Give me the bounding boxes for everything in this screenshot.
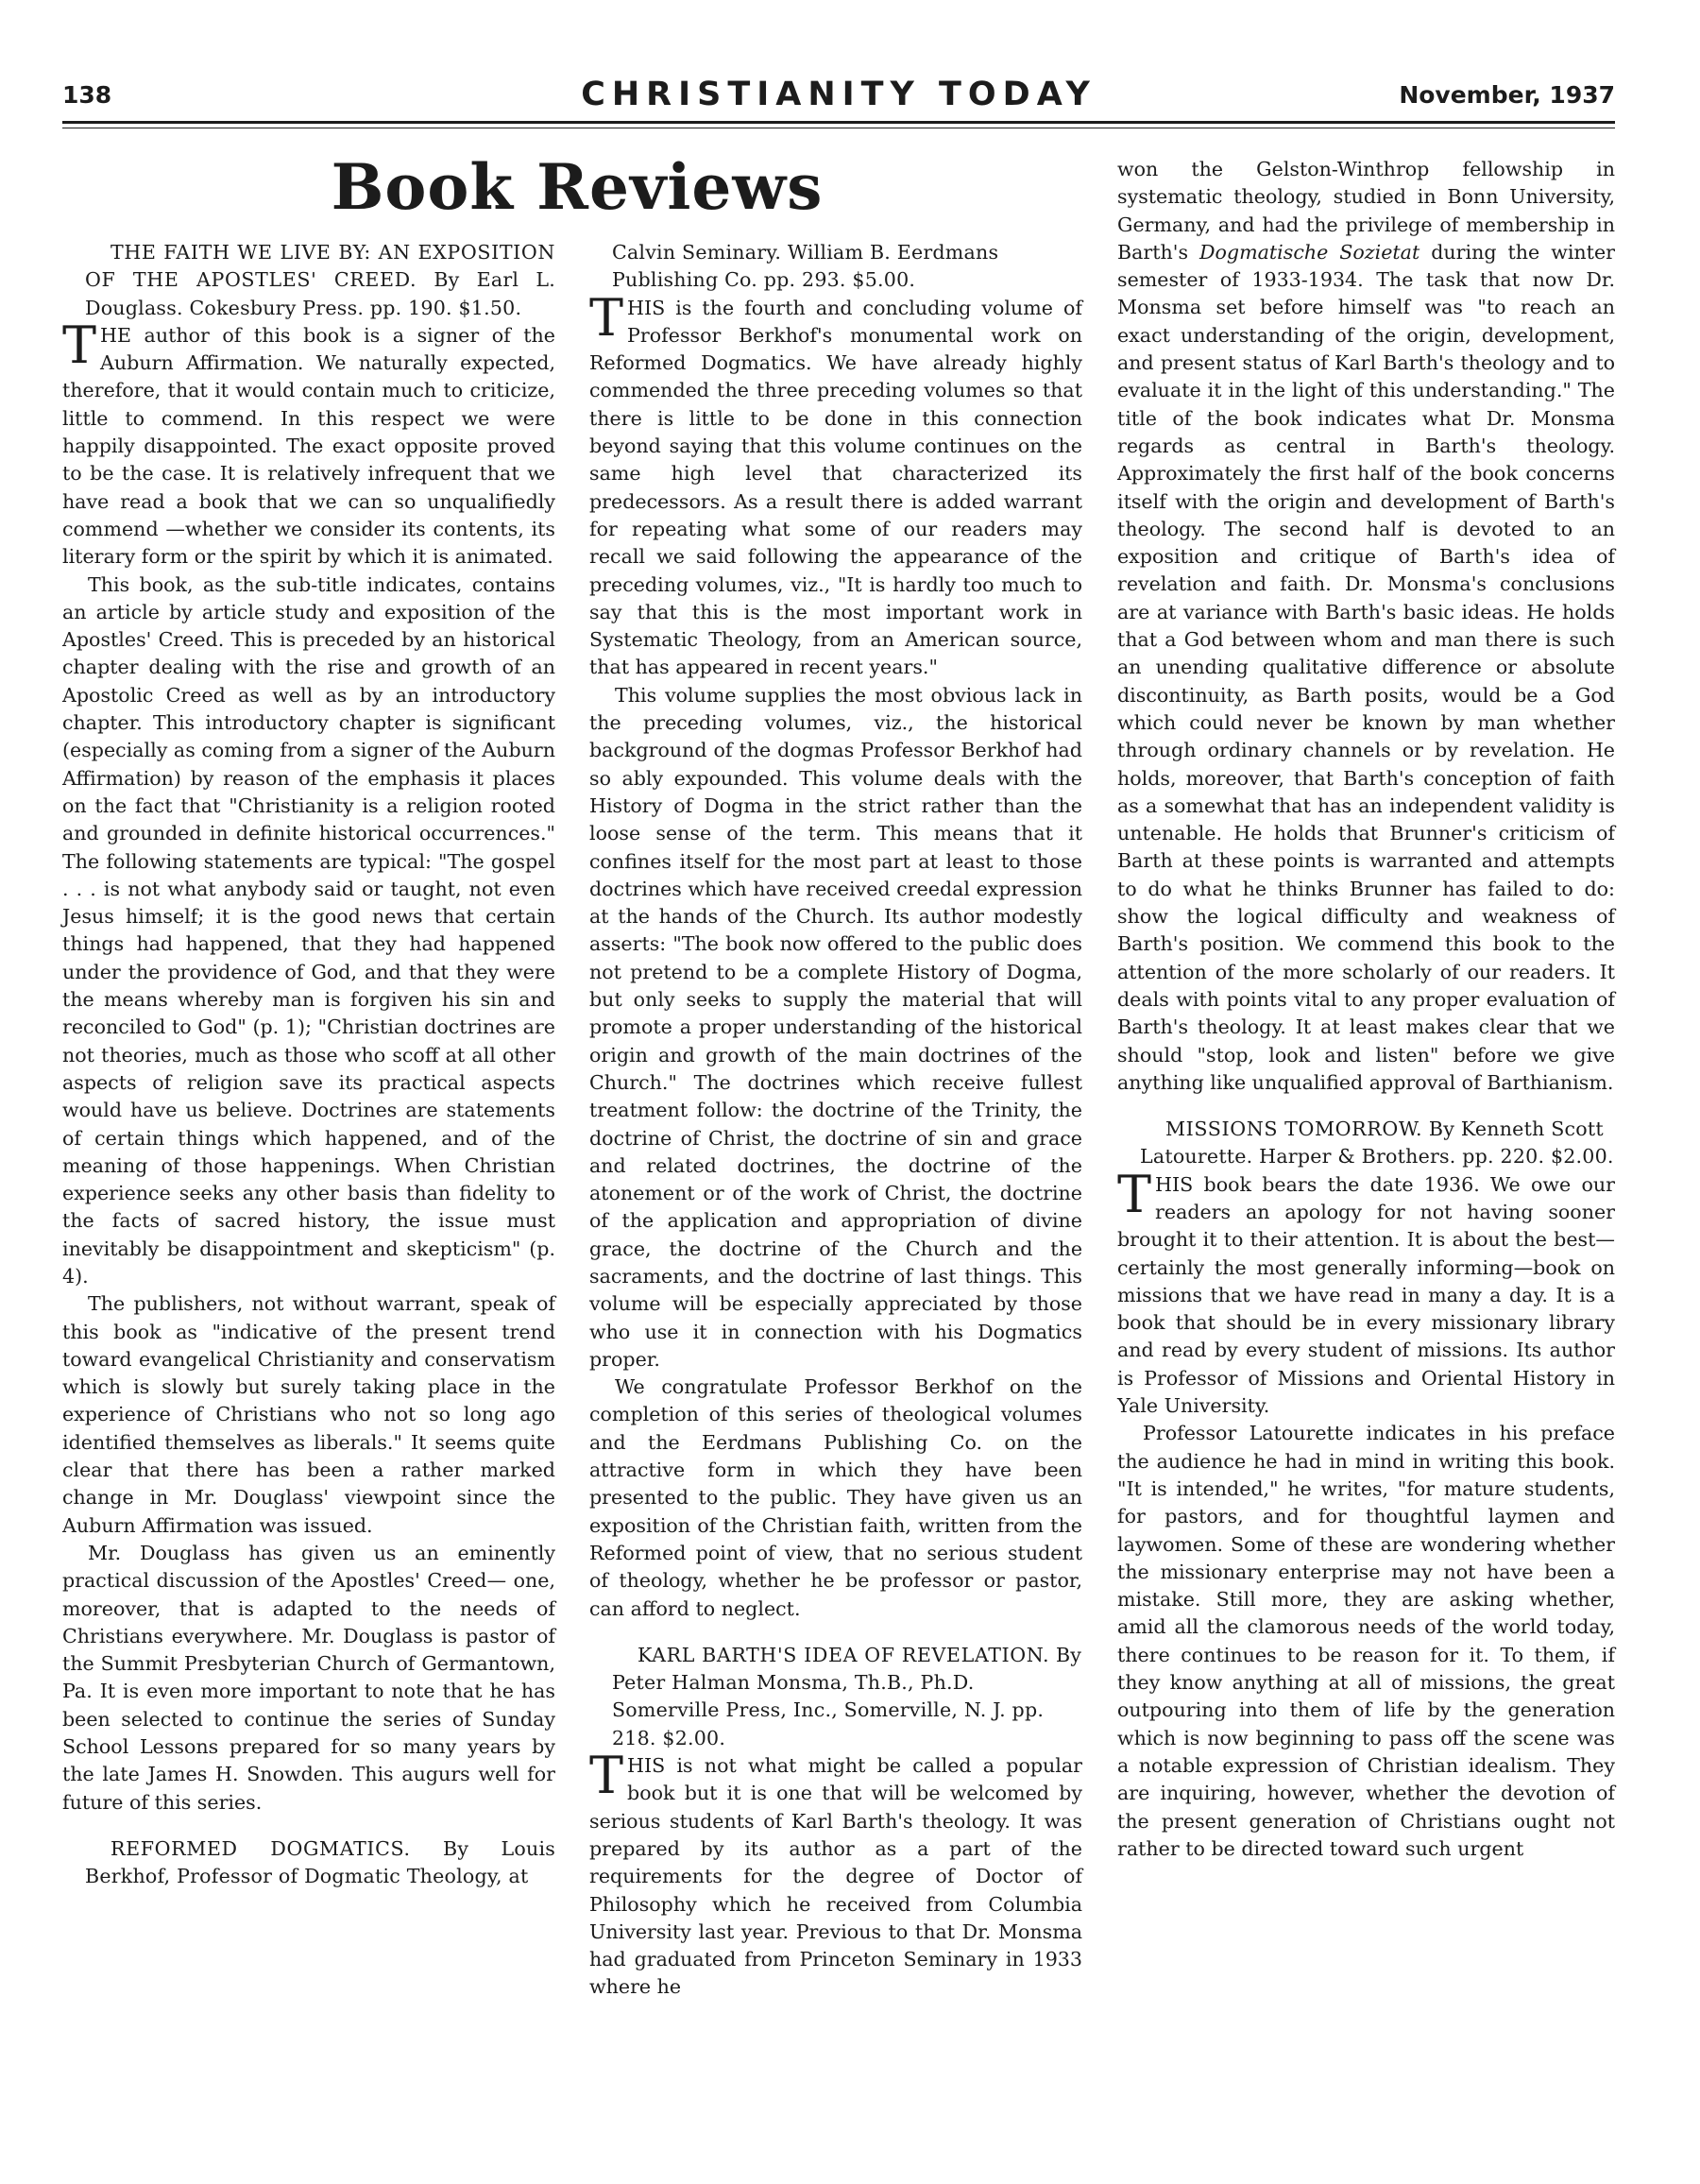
header-rule-thick bbox=[62, 121, 1615, 124]
section-spacer bbox=[589, 1623, 1082, 1642]
section-title: Book Reviews bbox=[331, 150, 824, 224]
continued-text: won the Gelston-Winthrop fellowship in systematic theology, studied in Bonn University, Germany, and had the privilege of membership in Barth's bbox=[1117, 158, 1615, 264]
book-citation: By Louis Berkhof, Professor of Dogmatic Theology, at bbox=[85, 1836, 555, 1888]
magazine-title: CHRISTIANITY TODAY bbox=[581, 76, 1096, 113]
page-number: 138 bbox=[62, 81, 112, 109]
column-1 bbox=[62, 239, 555, 1891]
review-paragraph: THIS book bears the date 1936. We owe our readers an apology for not having sooner brought it to their attention. It is about the best—certainly the most generally informing—book on missions that we have read in many a day. It is a book that should be in every missionary library and read by every student of missions. Its author is Professor of Missions and Oriental History in Yale University. bbox=[1117, 1164, 1615, 1418]
review-paragraph: This book, as the sub-title indicates, contains an article by article study and exposition of the Apostles' Creed. This is preceded by an historical chapter dealing with the rise and growth of an Apostolic Creed as well as by an introductory chapter. This introductory chapter is significant (especially as coming from a signer of the Auburn Affirmation) by reason of the emphasis it places on the fact that "Christianity is a religion rooted and grounded in definite historical occurrences." The following statements are typical: "The gospel . . . is not what anybody said or taught, not even Jesus himself; it is the good news that certain things had happened, that they had happened under the providence of God, and that they were the means whereby man is forgiven his sin and reconciled to God" (p. 1); "Christian doctrines are not theories, much as those who scoff at all other aspects of religion save its practical aspects would have us believe. Doctrines are statements of certain things which happened, and of the meaning of those happenings. When Christian experience seeks any other basis than fidelity to the facts of sacred history, the issue must inevitably be disappointment and skepticism" (p. 4). bbox=[62, 572, 555, 1288]
book-citation: By Earl L. Douglass. Cokesbury Press. pp. 190. $1.50. bbox=[85, 268, 555, 319]
review-heading-faith-we-live-by bbox=[62, 239, 555, 322]
review-paragraph: This volume supplies the most obvious lack in the preceding volumes, viz., the historical background of the dogmas Professor Berkhof had so ably expounded. This volume deals with the History of Dogma in the strict rather than the loose sense of the term. This means that it confines itself for the most part at least to those doctrines which have received creedal expression at the hands of the Church. Its author modestly asserts: "The book now offered to the public does not pretend to be a complete History of Dogma, but only seeks to supply the material that will promote a proper understanding of the historical origin and growth of the main doctrines of the Church." The doctrines which receive fullest treatment follow: the doctrine of the Trinity, the doctrine of Christ, the doctrine of sin and grace and related doctrines, the doctrine of the atonement or of the work of Christ, the doctrine of the application and appropriation of divine grace, the doctrine of the Church and the sacraments, and the doctrine of last things. This volume will be especially appreciated by those who use it in connection with his Dogmatics proper. bbox=[589, 683, 1082, 1371]
review-paragraph: THIS is not what might be called a popular book but it is one that will be welcomed by serious students of Karl Barth's theology. It was prepared by its author as a part of the requirements for the degree of Doctor of Philosophy which he received from Columbia University last year. Previous to that Dr. Monsma had graduated from Princeton Seminary in 1933 where he bbox=[589, 1746, 1082, 1999]
book-title: MISSIONS TOMORROW. bbox=[1165, 1118, 1423, 1141]
continued-text: during the winter semester of 1933-1934. The task that now Dr. Monsma set before himself was "to reach an exact understanding of the origin, development, and present status of Karl Barth's theology and to evaluate it in the light of this understanding." The title of the book indicates what Dr. Monsma regards as central in Barth's theology. Approximately the first half of the book concerns itself with the origin and development of Barth's theology. The second half is devoted to an exposition and critique of Barth's idea of revelation and faith. Dr. Monsma's conclusions are at variance with Barth's basic ideas. He holds that a God between whom and man there is such an unending qualitative difference or absolute discontinuity, as Barth posits, would be a God which could never be known by man whether through ordinary channels or by revelation. He holds, moreover, that Barth's conception of faith as a somewhat that has an independent validity is untenable. He holds that Brunner's criticism of Barth at these points is warranted and attempts to do what he thinks Brunner has failed to do: show the logical difficulty and weakness of Barth's position. We commend this book to the attention of the more scholarly of our readers. It deals with points vital to any proper evaluation of Barth's theology. It at least makes clear that we should "stop, look and listen" before we give anything like unqualified approval of Barthianism. bbox=[1117, 240, 1615, 1094]
review-heading-karl-barth bbox=[589, 1642, 1082, 1752]
review-paragraph: THIS is the fourth and concluding volume of Professor Berkhof's monumental work on Reformed Dogmatics. We have already highly commended the three preceding volumes so that there is little to be done in this connection beyond saying that this volume continues on the same high level that characterized its predecessors. As a result there is added warrant for repeating what some of our readers may recall we said following the appearance of the preceding volumes, viz., "It is hardly too much to say that this is the most important work in Systematic Theology, from an American source, that has appeared in recent years." bbox=[589, 287, 1082, 679]
book-citation-continued: Calvin Seminary. William B. Eerdmans Publishing Co. pp. 293. $5.00. bbox=[612, 241, 999, 292]
book-citation: By Peter Halman Monsma, Th.B., Ph.D. Somerville Press, Inc., Somerville, N. J. pp. 218. $2.00. bbox=[612, 1643, 1082, 1749]
section-spacer bbox=[62, 1817, 555, 1835]
review-heading-reformed-dogmatics bbox=[62, 1835, 555, 1891]
section-spacer bbox=[1117, 1097, 1615, 1116]
review-paragraph: The publishers, not without warrant, speak of this book as "indicative of the present trend toward evangelical Christianity and conservatism which is slowly but surely taking place in the experience of Christians who not so long ago identified themselves as liberals." It seems quite clear that there has been a rather marked change in Mr. Douglass' viewpoint since the Auburn Affirmation was issued. bbox=[62, 1292, 555, 1537]
review-paragraph: THE author of this book is a signer of the Auburn Affirmation. We naturally expected, therefore, that it would contain much to criticize, little to commend. In this respect we were happily disappointed. The exact opposite proved to be the case. It is relatively infrequent that we have read a book that we can so unqualifiedly commend —whether we consider its contents, its literary form or the spirit by which it is animated. bbox=[62, 315, 555, 569]
review-paragraph: Professor Latourette indicates in his preface the audience he had in mind in writing this book. "It is intended," he writes, "for mature students, for pastors, and for thoughtful laymen and laywomen. Some of these are wondering whether the missionary enterprise may not have been a mistake. Still more, they are asking whether, amid all the clamorous needs of the world today, there continues to be reason for it. To them, if they know anything at all of missions, the great outpouring into them of life by the generation which is now beginning to pass off the scene was a notable expression of Christian idealism. They are inquiring, however, whether the devotion of the present generation of Christians ought not rather to be directed toward such urgent bbox=[1117, 1422, 1615, 1860]
review-paragraph: Mr. Douglass has given us an eminently practical discussion of the Apostles' Creed— one, moreover, that is adapted to the needs of Christians everywhere. Mr. Douglass is pastor of the Summit Presbyterian Church of Germantown, Pa. It is even more important to note that he has been selected to continue the series of Sunday School Lessons prepared for so many years by the late James H. Snowden. This augurs well for future of this series. bbox=[62, 1541, 555, 1814]
book-citation: By Kenneth Scott Latourette. Harper & Brothers. pp. 220. $2.00. bbox=[1140, 1118, 1614, 1169]
book-title: REFORMED DOGMATICS. bbox=[110, 1836, 411, 1860]
review-paragraph: We congratulate Professor Berkhof on the completion of this series of theological volumes and the Eerdmans Publishing Co. on the attractive form in which they have been presented to the public. They have given us an exposition of the Christian faith, written from the Reformed point of view, that no serious student of theology, whether he be professor or pastor, can afford to neglect. bbox=[589, 1375, 1082, 1620]
column-3 bbox=[1117, 156, 1615, 1863]
book-title: THE FAITH WE LIVE BY: AN EXPOSITION OF THE APOSTLES' CREED. bbox=[85, 241, 555, 292]
book-title: KARL BARTH'S IDEA OF REVELATION. bbox=[638, 1643, 1050, 1666]
italic-title: Dogmatische Sozietat bbox=[1199, 240, 1420, 264]
review-paragraph-continued bbox=[1117, 156, 1615, 1097]
page-header bbox=[62, 76, 1615, 121]
column-2 bbox=[589, 239, 1082, 2002]
issue-date: November, 1937 bbox=[1399, 81, 1615, 109]
review-heading-missions-tomorrow bbox=[1117, 1116, 1615, 1171]
